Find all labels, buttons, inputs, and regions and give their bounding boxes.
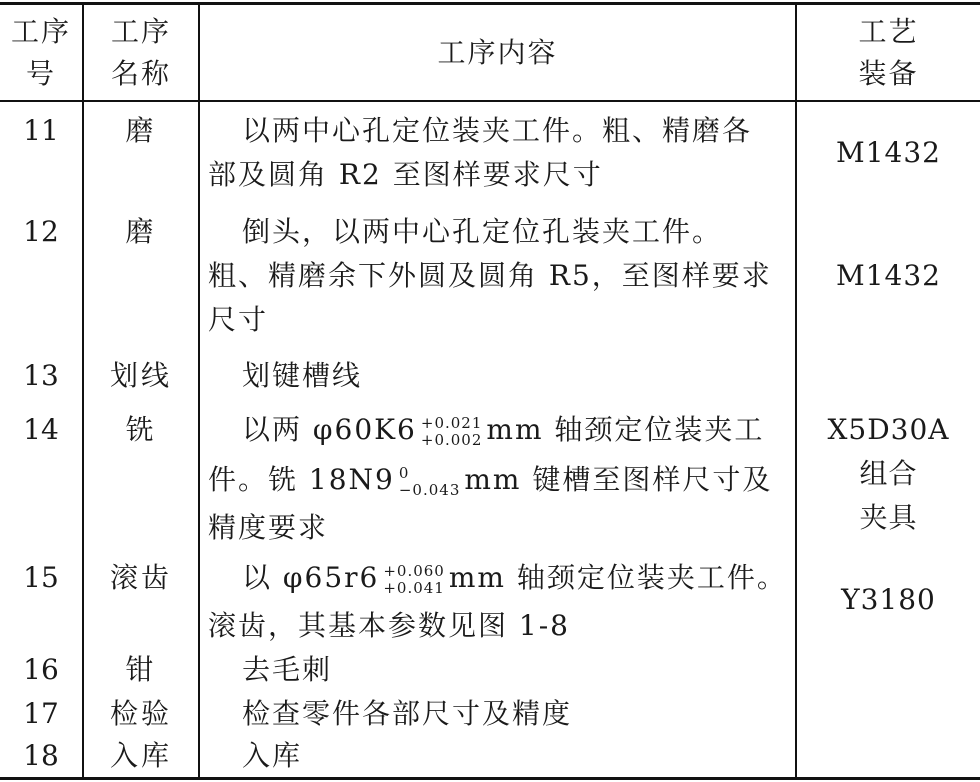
header-rule: [0, 100, 980, 102]
row-12-name: 磨: [125, 215, 157, 248]
row-15-no: 15: [23, 561, 59, 594]
row-13-content-line: 划键槽线: [242, 359, 363, 392]
header-process-name: 工序 名称: [110, 15, 171, 90]
row-12-content-line: 粗、精磨余下外圆及圆角 R5，至图样要求: [208, 259, 772, 292]
row-14-equipment: X5D30A: [827, 413, 950, 446]
row-14-equipment: 组合: [859, 457, 918, 490]
tolerance-stack: +0.060 +0.041: [383, 561, 445, 597]
row-17-content-line: 检查零件各部尺寸及精度: [242, 697, 573, 730]
row-11-name: 磨: [125, 114, 157, 147]
header-process-content: 工序内容: [437, 36, 558, 69]
row-13-name: 划线: [109, 359, 172, 392]
row-14-no: 14: [23, 413, 59, 446]
row-18-no: 18: [23, 739, 59, 772]
row-14-content-line: 精度要求: [208, 511, 329, 544]
row-12-equipment: M1432: [836, 259, 941, 292]
row-14-content-line: 件。铣 18N9 0 −0.043 mm 键槽至图样尺寸及: [208, 463, 773, 499]
row-14-content-line: 以两 φ60K6 +0.021 +0.002 mm 轴颈定位装夹工: [242, 413, 765, 449]
row-17-no: 17: [23, 697, 59, 730]
row-15-content-line: 以 φ65r6 +0.060 +0.041 mm 轴颈定位装夹工件。: [242, 561, 787, 597]
row-12-no: 12: [23, 215, 59, 248]
row-11-equipment: M1432: [836, 136, 941, 169]
row-15-content-line: 滚齿，其基本参数见图 1-8: [208, 609, 570, 642]
row-16-no: 16: [23, 653, 59, 686]
row-15-equipment: Y3180: [841, 583, 936, 616]
row-11-content-line: 以两中心孔定位装夹工件。粗、精磨各: [242, 114, 753, 147]
row-11-content-line: 部及圆角 R2 至图样要求尺寸: [208, 158, 603, 191]
row-16-content-line: 去毛刺: [242, 653, 333, 686]
column-divider: [795, 2, 797, 780]
row-18-content-line: 入库: [242, 739, 303, 772]
row-15-name: 滚齿: [109, 561, 172, 594]
top-rule: [0, 2, 980, 5]
row-13-no: 13: [23, 359, 59, 392]
header-process-no: 工序 号: [10, 15, 71, 90]
tolerance-stack: 0 −0.043: [398, 463, 461, 499]
row-12-content-line: 尺寸: [208, 303, 269, 336]
row-14-name: 铣: [125, 413, 157, 446]
row-11-no: 11: [23, 114, 59, 147]
row-12-content-line: 倒头，以两中心孔定位孔装夹工件。: [242, 215, 723, 248]
header-equipment: 工艺 装备: [858, 15, 919, 90]
row-14-equipment: 夹具: [859, 501, 918, 534]
row-18-name: 入库: [109, 739, 172, 772]
column-divider: [198, 2, 200, 780]
tolerance-stack: +0.021 +0.002: [420, 413, 483, 449]
row-17-name: 检验: [109, 697, 172, 730]
row-16-name: 钳: [125, 653, 157, 686]
